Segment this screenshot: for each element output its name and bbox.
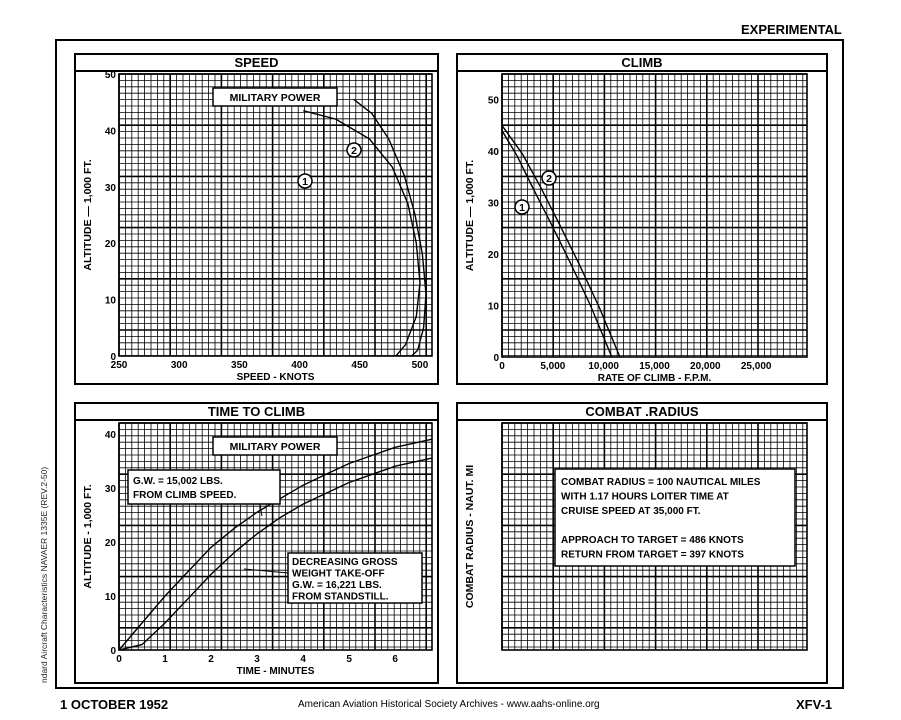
footer-date: 1 OCTOBER 1952 [60,697,169,712]
chart-title: TIME TO CLIMB [207,404,306,419]
combat-radius-text-line: APPROACH TO TARGET = 486 KNOTS [561,535,744,546]
x-tick-label: 20,000 [690,361,721,372]
x-tick-label: 1 [162,654,168,665]
annotation-text: G.W. = 16,221 LBS. [292,580,382,591]
y-tick-label: 40 [104,126,116,138]
curve-marker-label: 1 [302,176,308,188]
x-axis-label: TIME - MINUTES [236,666,315,677]
y-tick-label: 40 [104,429,116,441]
x-tick-label: 350 [231,360,248,371]
y-axis-label: ALTITUDE - 1,000 FT. [82,484,94,589]
footer-source: American Aviation Historical Society Archives - www.aahs-online.org [298,699,600,710]
annotation-text: FROM STANDSTILL. [292,591,389,603]
annotation-text: G.W. = 15,002 LBS. [133,476,223,487]
x-axis-label: SPEED - KNOTS [236,372,315,383]
chart-frame [457,54,827,384]
y-tick-label: 30 [487,198,499,210]
y-tick-label: 20 [104,537,116,549]
chart-title: SPEED [234,55,279,70]
annotation-text: DECREASING GROSS [292,557,398,568]
x-axis-label: RATE OF CLIMB - F.P.M. [597,373,712,384]
y-tick-label: 30 [104,182,116,194]
y-tick-label: 0 [110,352,116,363]
x-tick-label: 3 [254,654,260,665]
combat-radius-text-line: COMBAT RADIUS = 100 NAUTICAL MILES [561,477,761,488]
classification-label: EXPERIMENTAL [741,22,842,37]
annotation-text: FROM CLIMB SPEED. [133,490,237,501]
x-tick-label: 6 [392,654,398,665]
x-tick-label: 2 [208,654,214,665]
x-tick-label: 0 [499,361,505,372]
y-tick-label: 20 [487,250,499,262]
x-tick-label: 5 [346,654,352,665]
x-tick-label: 0 [116,654,122,665]
x-tick-label: 15,000 [639,361,670,372]
curve-marker-label: 2 [546,173,552,185]
military-power-label: MILITARY POWER [229,441,321,453]
y-axis-label: ALTITUDE — 1,000 FT. [82,159,94,271]
y-tick-label: 10 [104,591,116,603]
chart-speed [75,54,438,384]
chart-climb [457,54,827,384]
y-tick-label: 50 [104,70,116,81]
x-tick-label: 250 [110,360,128,371]
x-tick-label: 300 [170,360,188,371]
y-tick-label: 10 [487,301,499,313]
y-tick-label: 0 [493,353,499,364]
y-tick-label: 30 [104,483,116,495]
y-tick-label: 40 [487,147,499,159]
x-tick-label: 25,000 [740,361,772,372]
combat-radius-text-line: WITH 1.17 HOURS LOITER TIME AT [561,491,729,503]
footer-designation: XFV-1 [796,697,833,712]
y-tick-label: 20 [104,239,116,251]
x-tick-label: 5,000 [540,361,566,372]
x-tick-label: 450 [351,360,369,371]
y-tick-label: 0 [110,646,116,657]
chart-title: CLIMB [621,55,663,70]
chart-title: COMBAT .RADIUS [585,404,699,419]
annotation-text: WEIGHT TAKE-OFF [292,568,385,580]
y-tick-label: 10 [104,295,116,307]
combat-radius-text-line: RETURN FROM TARGET = 397 KNOTS [561,549,744,561]
curve-marker-label: 2 [351,145,357,157]
y-tick-label: 50 [487,95,499,107]
y-axis-label: COMBAT RADIUS - NAUT. MI [464,464,476,609]
combat-radius-text-line: CRUISE SPEED AT 35,000 FT. [561,506,701,517]
curve-marker-label: 1 [519,202,525,214]
x-tick-label: 500 [411,360,429,371]
chart-radius [457,403,827,683]
x-tick-label: 400 [291,360,308,371]
y-axis-label: ALTITUDE — 1,000 FT. [464,159,476,272]
x-tick-label: 10,000 [588,361,619,372]
x-tick-label: 4 [300,654,306,665]
military-power-label: MILITARY POWER [229,92,321,104]
chart-time [75,403,438,683]
side-stamp-text: ndard Aircraft Characteristics NAVAER 1335E (REV.2-50) [39,466,49,683]
